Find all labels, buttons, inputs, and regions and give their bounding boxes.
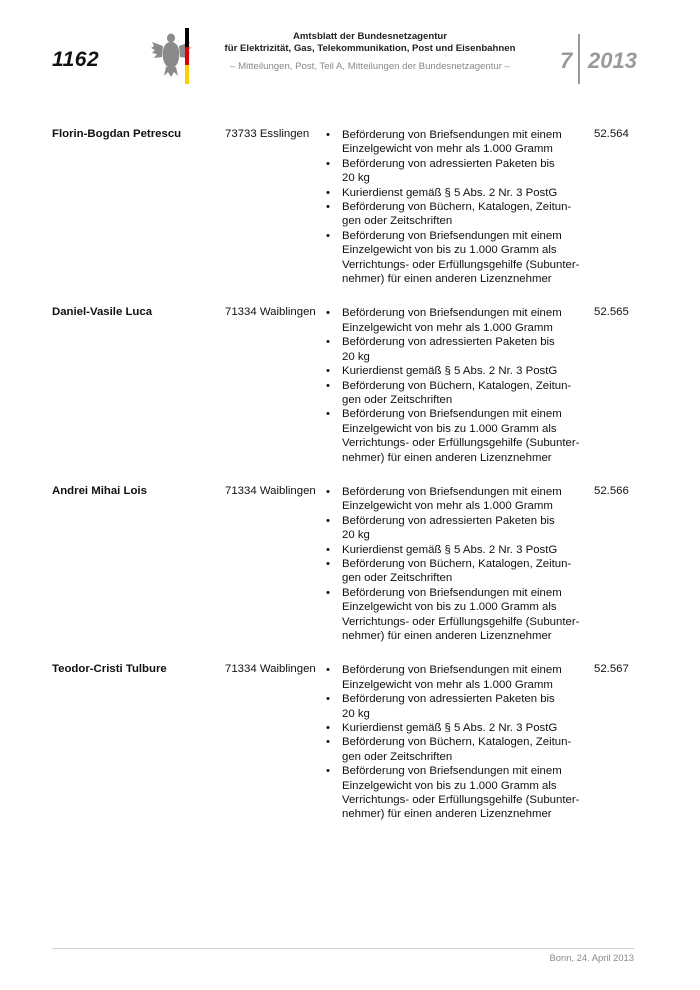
service-text: Beförderung von adressierten Paketen bis 20 kg [342,157,555,185]
service-text: Beförderung von Büchern, Katalogen, Zeitun- gen oder Zeitschriften [342,379,572,406]
masthead-subtitle: für Elektrizität, Gas, Telekommunikation, Post und Eisenbahnen [224,42,516,54]
service-item [326,692,597,721]
service-item [326,735,597,764]
bullet: • [326,722,330,735]
service-item [326,335,597,364]
service-text: Beförderung von Briefsendungen mit einem Einzelgewicht von bis zu 1.000 Gramm als Verrichtungs- oder Erfüllungsgehilfe (Subunter- nehmer) für einen anderen Lizenznehmer [342,408,580,464]
license-entry [0,663,700,821]
bullet: • [326,336,330,349]
licensee-city: 73733 Esslingen [225,128,310,140]
service-item [326,306,597,335]
bullet: • [326,765,330,778]
service-text: Beförderung von Briefsendungen mit einem Einzelgewicht von bis zu 1.000 Gramm als Verrichtungs- oder Erfüllungsgehilfe (Subunter- nehmer) für einen anderen Lizenznehmer [342,229,580,286]
section-subtitle: – Mitteilungen, Post, Teil A, Mitteilungen der Bundesnetzagentur – [230,61,510,72]
service-text: Kurierdienst gemäß § 5 Abs. 2 Nr. 3 PostG [342,186,558,199]
service-text: Beförderung von Briefsendungen mit einem Einzelgewicht von mehr als 1.000 Gramm [342,664,562,691]
licensee-city: 71334 Waiblingen [225,663,316,676]
license-number: 52.565 [594,306,629,319]
service-text: Beförderung von Briefsendungen mit einem Einzelgewicht von bis zu 1.000 Gramm als Verrichtungs- oder Erfüllungsgehilfe (Subunter- nehmer) für einen anderen Lizenznehmer [342,586,580,642]
flag-stripe-gold [185,65,189,84]
issue-divider [578,34,580,84]
bullet: • [326,514,330,527]
bullet: • [326,157,330,170]
service-list [0,485,597,643]
service-text: Beförderung von Briefsendungen mit einem Einzelgewicht von mehr als 1.000 Gramm [342,485,562,513]
bullet: • [326,736,330,749]
service-list [0,128,597,286]
license-entry [0,128,700,286]
flag-stripe-red [185,47,189,66]
service-text: Beförderung von Briefsendungen mit einem Einzelgewicht von mehr als 1.000 Gramm [342,129,562,156]
service-item [326,485,597,514]
licensee-city: 71334 Waiblingen [225,306,316,319]
flag-bar [185,28,189,84]
service-text: Beförderung von Briefsendungen mit einem Einzelgewicht von mehr als 1.000 Gramm [342,307,562,334]
service-item [326,128,597,157]
bullet: • [326,129,330,141]
license-entries [0,128,700,842]
bullet: • [326,186,330,199]
bullet: • [326,365,330,378]
bullet: • [326,543,330,556]
bullet: • [326,586,330,599]
service-item [326,407,597,465]
service-list [0,663,597,821]
bullet: • [326,557,330,570]
license-entry [0,485,700,643]
licensee-name: Teodor-Cristi Tulbure [52,663,167,676]
masthead [205,31,535,72]
service-text: Beförderung von Büchern, Katalogen, Zeitun- gen oder Zeitschriften [342,201,572,228]
license-number: 52.564 [594,128,629,140]
footer-divider [52,948,634,949]
service-item [326,514,597,543]
service-text: Beförderung von Briefsendungen mit einem Einzelgewicht von bis zu 1.000 Gramm als Verrichtungs- oder Erfüllungsgehilfe (Subunter- nehmer) für einen anderen Lizenznehmer [342,765,580,821]
bullet: • [326,229,330,242]
license-number: 52.567 [594,663,629,676]
footer-date: Bonn, 24. April 2013 [549,952,634,963]
licensee-name: Andrei Mihai Lois [52,484,147,497]
service-item [326,543,597,557]
bullet: • [326,379,330,392]
service-item [326,229,597,287]
licensee-city: 71334 Waiblingen [225,484,316,497]
license-number: 52.566 [594,484,629,497]
service-list [0,306,597,464]
bullet: • [326,664,330,677]
issue-number: 7 [560,48,573,73]
service-item [326,157,597,186]
service-text: Kurierdienst gemäß § 5 Abs. 2 Nr. 3 PostG [342,722,558,735]
license-entry [0,306,700,464]
masthead-title: Amtsblatt der Bundesnetzagentur [292,31,448,42]
service-text: Beförderung von adressierten Paketen bis 20 kg [342,336,555,363]
page-number: 1162 [52,48,100,71]
bullet: • [326,485,330,498]
service-item [326,721,597,735]
service-text: Kurierdienst gemäß § 5 Abs. 2 Nr. 3 PostG [342,365,558,378]
service-item [326,764,597,822]
service-item [326,186,597,200]
service-item [326,200,597,229]
bullet: • [326,693,330,706]
issue-year: 2013 [588,48,637,73]
licensee-name: Daniel-Vasile Luca [52,306,153,319]
service-item [326,663,597,692]
service-text: Beförderung von adressierten Paketen bis 20 kg [342,693,555,720]
service-item [326,364,597,378]
service-item [326,379,597,408]
service-text: Beförderung von adressierten Paketen bis 20 kg [342,514,555,542]
service-text: Kurierdienst gemäß § 5 Abs. 2 Nr. 3 PostG [342,543,558,556]
service-item [326,586,597,644]
bullet: • [326,201,330,214]
service-text: Beförderung von Büchern, Katalogen, Zeitun- gen oder Zeitschriften [342,736,572,763]
licensee-name: Florin-Bogdan Petrescu [52,128,182,140]
flag-stripe-black [185,28,189,47]
service-text: Beförderung von Büchern, Katalogen, Zeitun- gen oder Zeitschriften [342,557,572,585]
bullet: • [326,307,330,320]
bullet: • [326,408,330,421]
service-item [326,557,597,586]
